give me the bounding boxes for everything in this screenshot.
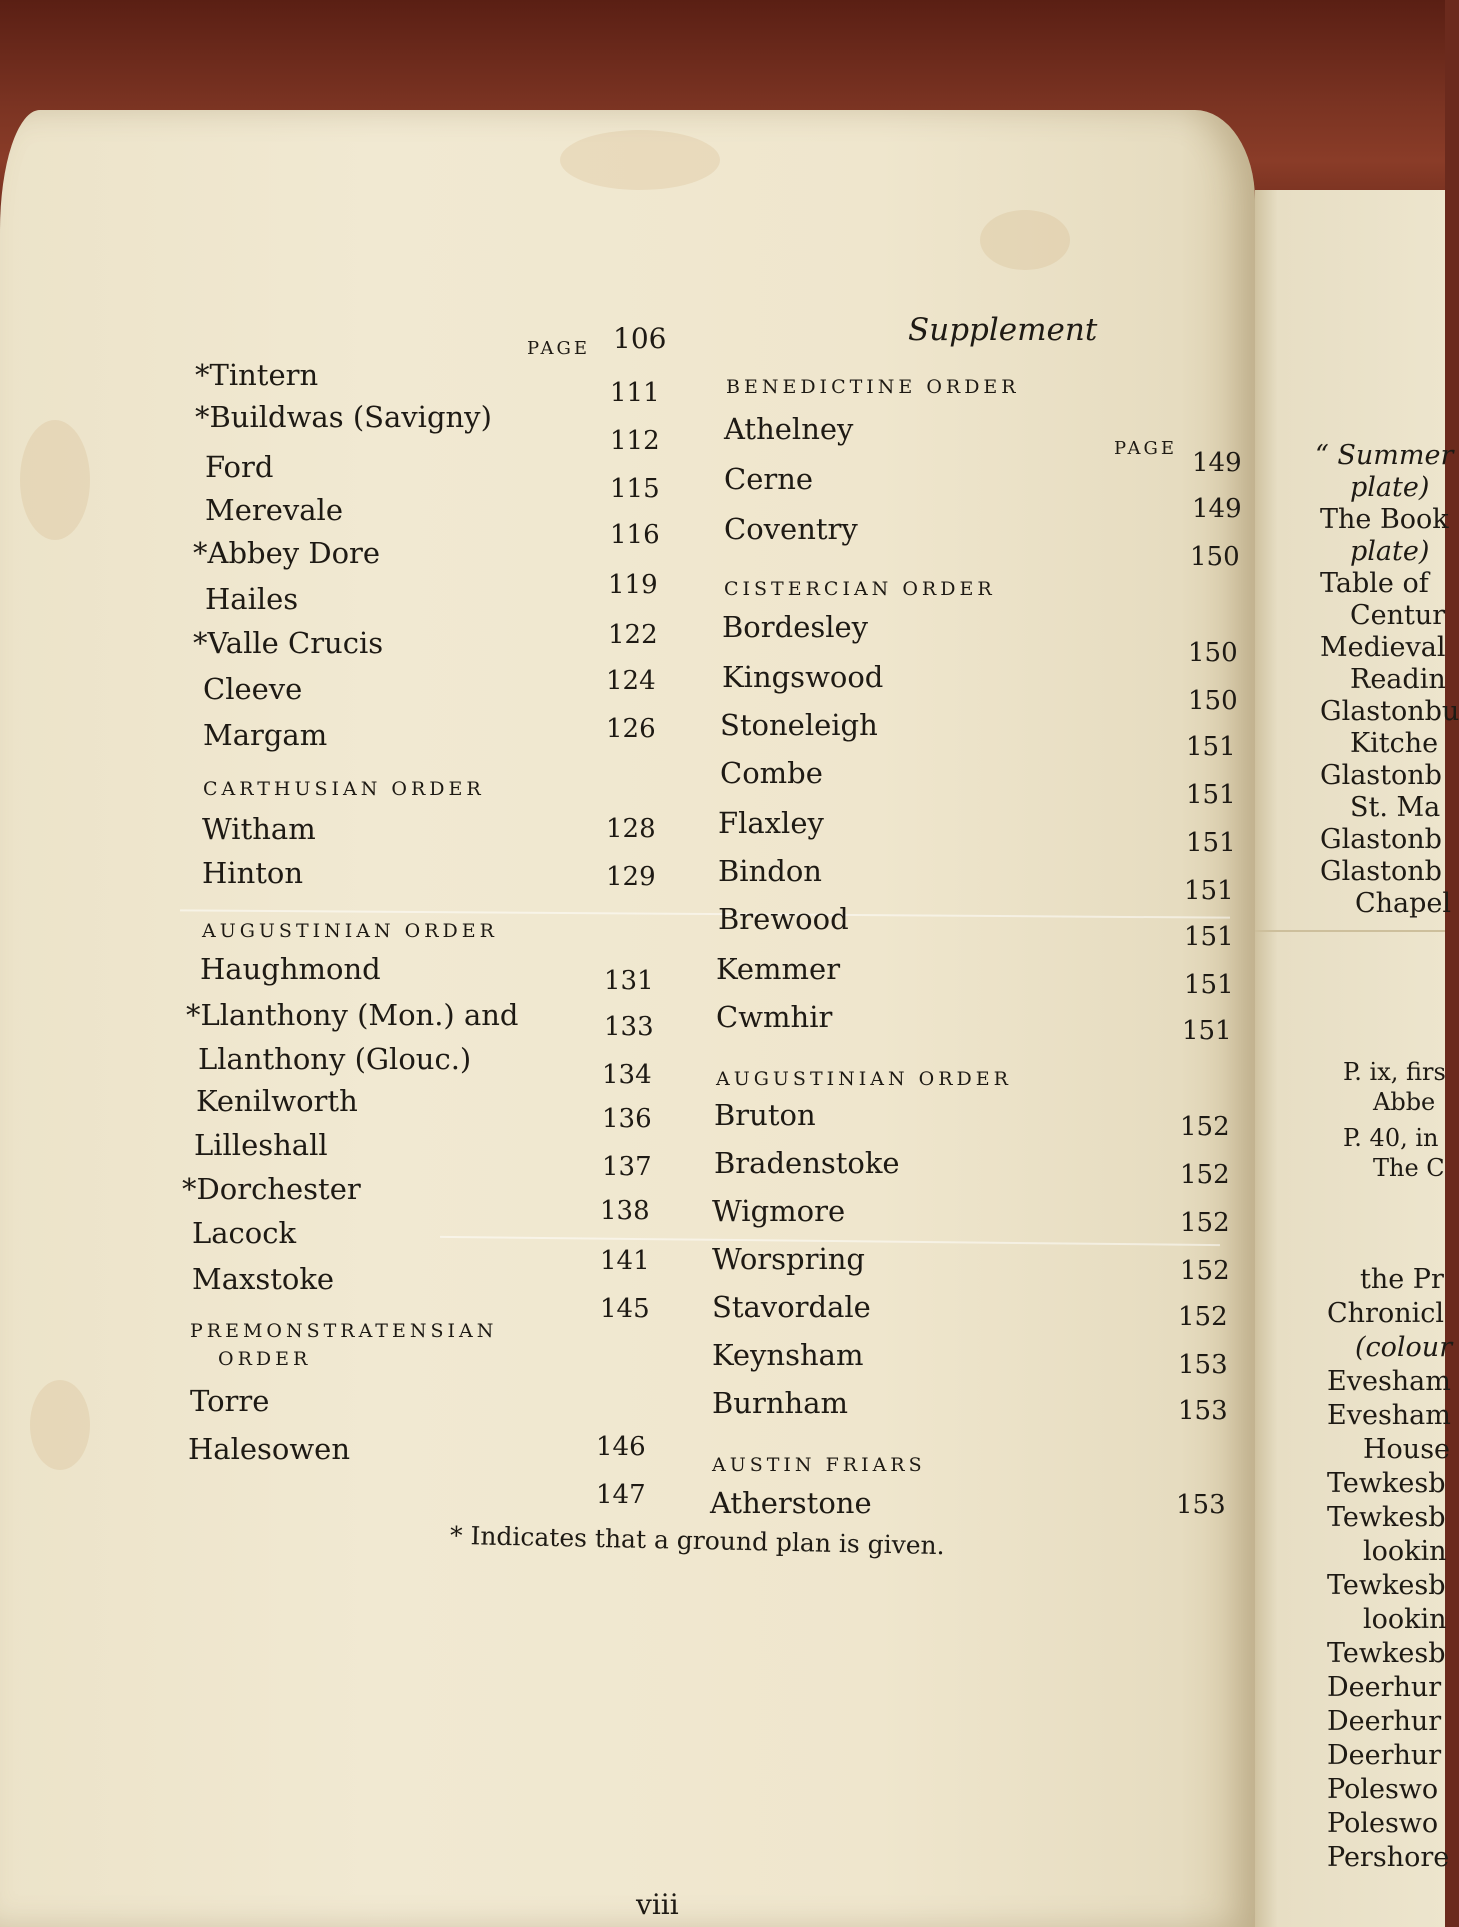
right-line: The C: [1373, 1154, 1445, 1182]
entry-flaxley: Flaxley: [718, 806, 824, 840]
entry-page: 138: [600, 1196, 650, 1226]
entry-page: 119: [608, 570, 658, 600]
page-label: PAGE: [527, 338, 590, 359]
entry-page: 124: [606, 666, 656, 696]
heading-benedictine: BENEDICTINE ORDER: [726, 376, 1020, 398]
entry-page: 111: [610, 378, 660, 408]
right-line: P. ix, firs: [1343, 1058, 1446, 1086]
entry-page: 128: [606, 814, 656, 844]
entry-bindon: Bindon: [718, 854, 822, 888]
entry-valle-crucis: *Valle Crucis: [193, 626, 384, 660]
entry-wigmore: Wigmore: [712, 1194, 846, 1228]
heading-premonstratensian-order: ORDER: [218, 1348, 312, 1370]
entry-maxstoke: Maxstoke: [192, 1262, 335, 1296]
entry-page: 153: [1178, 1396, 1228, 1426]
paper-stain: [560, 130, 720, 190]
paper-stain: [30, 1380, 90, 1470]
entry-page: 149: [1192, 494, 1242, 524]
entry-page: 151: [1182, 1016, 1232, 1046]
right-line: Chronicl: [1327, 1298, 1444, 1329]
right-line: Poleswo: [1327, 1808, 1439, 1839]
entry-page: 141: [600, 1246, 650, 1276]
right-line: lookin: [1363, 1536, 1447, 1567]
entry-kemmer: Kemmer: [716, 952, 841, 986]
entry-page: 151: [1186, 828, 1236, 858]
entry-page: 122: [608, 620, 658, 650]
entry-page: 152: [1180, 1208, 1230, 1238]
right-line: House: [1363, 1434, 1451, 1465]
right-line: the Pr: [1360, 1264, 1444, 1295]
right-line: Evesham: [1327, 1400, 1451, 1431]
entry-page: 133: [604, 1012, 654, 1042]
entry-halesowen: Halesowen: [188, 1432, 351, 1466]
entry-bordesley: Bordesley: [722, 610, 869, 644]
entry-dorchester: *Dorchester: [182, 1172, 361, 1206]
right-line: lookin: [1363, 1604, 1447, 1635]
entry-lilleshall: Lilleshall: [194, 1128, 328, 1162]
entry-abbey-dore: *Abbey Dore: [193, 536, 381, 570]
right-line: plate): [1350, 536, 1430, 567]
entry-page: 149: [1192, 448, 1242, 478]
entry-merevale: Merevale: [205, 493, 343, 527]
entry-combe: Combe: [720, 756, 823, 790]
heading-austin-friars: AUSTIN FRIARS: [712, 1454, 926, 1476]
supplement-title: Supplement: [908, 312, 1098, 348]
entry-buildwas: *Buildwas (Savigny): [195, 400, 492, 434]
supplement-page-label: PAGE: [1114, 438, 1177, 459]
entry-margam: Margam: [203, 718, 328, 752]
right-line: Tewkesb: [1327, 1468, 1446, 1499]
right-line: Glastonbu: [1320, 696, 1459, 727]
entry-page: 112: [610, 426, 660, 456]
right-line: Centur: [1350, 600, 1446, 631]
entry-llanthony-mon: *Llanthony (Mon.) and: [186, 998, 519, 1032]
entry-hinton: Hinton: [202, 856, 304, 890]
right-line: Deerhur: [1327, 1740, 1442, 1771]
entry-brewood: Brewood: [718, 902, 849, 936]
entry-page: 152: [1180, 1160, 1230, 1190]
entry-athelney: Athelney: [724, 412, 854, 446]
right-line: Abbe: [1373, 1088, 1436, 1116]
entry-cleeve: Cleeve: [203, 672, 303, 706]
right-line: Deerhur: [1327, 1706, 1442, 1737]
entry-page: 137: [602, 1152, 652, 1182]
right-line: Pershore: [1327, 1842, 1450, 1873]
entry-stoneleigh: Stoneleigh: [720, 708, 878, 742]
right-line: “ Summer: [1315, 440, 1454, 471]
entry-burnham: Burnham: [712, 1386, 848, 1420]
right-line: Kitche: [1350, 728, 1439, 759]
paper-stain: [980, 210, 1070, 270]
paper-stain: [20, 420, 90, 540]
right-line: Table of: [1320, 568, 1429, 599]
heading-carthusian: CARTHUSIAN ORDER: [203, 778, 485, 800]
entry-stavordale: Stavordale: [712, 1290, 871, 1324]
footnote: * Indicates that a ground plan is given.: [449, 1520, 945, 1561]
entry-cerne: Cerne: [724, 462, 814, 496]
heading-augustinian-left: AUGUSTINIAN ORDER: [202, 920, 498, 942]
entry-page: 129: [606, 862, 656, 892]
first-page-number: 106: [613, 322, 667, 355]
entry-keynsham: Keynsham: [712, 1338, 864, 1372]
heading-augustinian-supplement: AUGUSTINIAN ORDER: [716, 1068, 1012, 1090]
right-page-text: [1255, 190, 1459, 1927]
entry-page: 151: [1186, 780, 1236, 810]
entry-page: 116: [610, 520, 660, 550]
entry-page: 126: [606, 714, 656, 744]
entry-haughmond: Haughmond: [200, 952, 381, 986]
right-line: plate): [1350, 472, 1430, 503]
entry-hailes: Hailes: [205, 582, 299, 616]
entry-worspring: Worspring: [712, 1242, 865, 1276]
entry-page: 146: [596, 1432, 646, 1462]
entry-coventry: Coventry: [724, 512, 858, 546]
right-line: The Book: [1320, 504, 1449, 535]
right-line: Deerhur: [1327, 1672, 1442, 1703]
right-line: Chapel: [1355, 888, 1452, 919]
entry-page: 152: [1178, 1302, 1228, 1332]
right-line: Poleswo: [1327, 1774, 1439, 1805]
entry-witham: Witham: [202, 812, 316, 846]
entry-page: 147: [596, 1480, 646, 1510]
entry-ford: Ford: [205, 450, 274, 484]
entry-torre: Torre: [190, 1384, 270, 1418]
entry-page: 153: [1176, 1490, 1226, 1520]
entry-page: 151: [1184, 970, 1234, 1000]
right-line: Glastonb: [1320, 824, 1442, 855]
entry-page: 115: [610, 474, 660, 504]
entry-kenilworth: Kenilworth: [196, 1084, 358, 1118]
right-line: St. Ma: [1350, 792, 1441, 823]
right-line: Glastonb: [1320, 856, 1442, 887]
right-line: Glastonb: [1320, 760, 1442, 791]
entry-bruton: Bruton: [714, 1098, 816, 1132]
entry-page: 151: [1186, 732, 1236, 762]
entry-cwmhir: Cwmhir: [716, 1000, 833, 1034]
heading-cistercian: CISTERCIAN ORDER: [724, 578, 996, 600]
right-line: Tewkesb: [1327, 1502, 1446, 1533]
right-line: (colour: [1355, 1332, 1453, 1363]
right-line: Tewkesb: [1327, 1638, 1446, 1669]
heading-premonstratensian: PREMONSTRATENSIAN: [190, 1320, 498, 1342]
entry-page: 152: [1180, 1256, 1230, 1286]
entry-atherstone: Atherstone: [710, 1486, 872, 1520]
right-line: Evesham: [1327, 1366, 1451, 1397]
entry-page: 134: [602, 1060, 652, 1090]
entry-bradenstoke: Bradenstoke: [714, 1146, 900, 1180]
entry-page: 151: [1184, 876, 1234, 906]
entry-page: 145: [600, 1294, 650, 1324]
entry-page: 153: [1178, 1350, 1228, 1380]
entry-kingswood: Kingswood: [722, 660, 884, 694]
entry-tintern: *Tintern: [195, 358, 319, 392]
entry-page: 131: [604, 966, 654, 996]
right-line: P. 40, in: [1343, 1124, 1439, 1152]
page-folio: viii: [636, 1888, 679, 1921]
entry-page: 150: [1190, 542, 1240, 572]
entry-page: 150: [1188, 686, 1238, 716]
entry-llanthony-glouc: Llanthony (Glouc.): [198, 1042, 472, 1076]
right-line: Medieval: [1320, 632, 1446, 663]
entry-page: 151: [1184, 922, 1234, 952]
entry-page: 136: [602, 1104, 652, 1134]
right-line: Tewkesb: [1327, 1570, 1446, 1601]
entry-page: 150: [1188, 638, 1238, 668]
right-line: Readin: [1350, 664, 1446, 695]
entry-lacock: Lacock: [192, 1216, 297, 1250]
entry-page: 152: [1180, 1112, 1230, 1142]
